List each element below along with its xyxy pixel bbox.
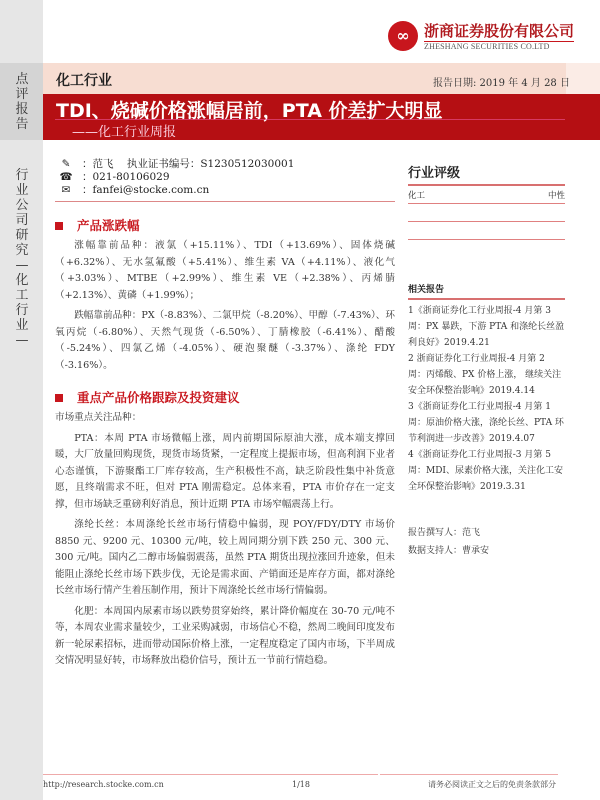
paragraph: 跌幅靠前品种：PX（-8.83%）、二氯甲烷（-8.20%）、甲醇（-7.43%）、环氧丙烷（-6.80%）、天然气现货（-6.50%）、丁腈橡胶（-6.41%）、醋酸（-5.24%）、四氯乙烯（-4.05%）、硬泡聚醚（-3.37%）、涤纶 FDY（-3.16%）。: [55, 310, 395, 371]
paragraph: 化肥：本周国内尿素市场以跌势贯穿始终，累计降价幅度在 30-70 元/吨不等，本周农业需求量较少，工业采购减弱，市场信心不稳，然周二晚间印度发布新一轮尿素招标，进而带动国际价格上涨，一定程度稳定了国内市场，下半周成交情况明显好转，市场释放出稳价信号，预计五一节前行情趋稳。: [55, 605, 395, 666]
mail-icon: ✉: [61, 184, 71, 196]
section-heading: [55, 390, 395, 406]
analyst-phone: ：021-80106029: [82, 171, 170, 183]
rating-row-empty: [408, 222, 565, 240]
analyst-name: ：范飞 执业证书编号：S1230512030001: [82, 158, 295, 170]
bullet-square-icon: [55, 222, 63, 230]
company-logo: [388, 20, 574, 51]
page-number: 1/18: [292, 780, 310, 789]
disclaimer-note: 请务必阅读正文之后的免责条款部分: [428, 780, 556, 789]
related-report-item[interactable]: 4《浙商证券化工行业周报-3 月第 5 周：MDI、尿素价格大涨，关注化工安全环保整治影响》2019.3.31: [408, 450, 563, 492]
related-report-item[interactable]: 1《浙商证券化工行业周报-4 月第 3 周：PX 暴跌，下游 PTA 和涤纶长丝盈利良好》2019.4.21: [408, 306, 565, 348]
bullet-square-icon: [55, 394, 63, 402]
report-date: 报告日期: 2019 年 4 月 28 日: [433, 78, 570, 89]
paragraph-intro: 市场重点关注品种：: [55, 412, 142, 423]
footer-divider: [380, 774, 558, 775]
analyst-email[interactable]: ：fanfei@stocke.com.cn: [82, 184, 210, 196]
report-type-label: 点评报告: [15, 72, 29, 132]
paragraph: PTA：本周 PTA 市场微幅上涨，周内前期国际原油大涨，成本端支撑回暖，大厂放量回购现货，现货市场货紧，一定程度上提振市场，但高利润下业者心态谨慎，下游聚酯工厂库存较高，生产积极性不高，缺乏阶段性集中补货意愿，且终端需求不旺，但对 PTA 刚需稳定。总体来看，PTA 市价存在一定支撑，但市场缺乏重磅利好消息，预计近期 PTA 市场窄幅震荡上行。: [55, 432, 395, 510]
footer-divider: [43, 774, 378, 775]
analyst-contact: [55, 158, 395, 197]
rating-heading: 行业评级: [408, 165, 565, 186]
title-divider: [55, 119, 565, 120]
related-reports: [408, 284, 565, 495]
related-report-item[interactable]: 2 浙商证券化工行业周报-4 月第 2 周：丙烯酸、PX 价格上涨， 继续关注安全环保整治影响》2019.4.14: [408, 354, 562, 396]
sidebar-category-label: 行业公司研究—化工行业—: [15, 168, 29, 348]
section-title: 重点产品价格跟踪及投资建议: [77, 390, 240, 405]
rating-industry: 化工: [408, 191, 426, 201]
section-heading: [55, 218, 395, 234]
report-writer: 报告撰写人：范飞: [408, 528, 481, 538]
footer-url[interactable]: http://research.stocke.com.cn: [43, 780, 164, 789]
authors: [408, 525, 565, 559]
industry-rating: [408, 165, 565, 240]
data-supporter: 数据支持人：曹承安: [408, 546, 490, 556]
right-column: [408, 165, 565, 559]
company-name-en: ZHESHANG SECURITIES CO.LTD: [424, 42, 550, 51]
rating-value: 中性: [547, 191, 565, 201]
phone-icon: ☎: [59, 171, 73, 183]
contact-divider: [55, 201, 395, 202]
company-name-cn: 浙商证券股份有限公司: [424, 22, 575, 40]
report-subtitle: ——化工行业周报: [72, 125, 177, 140]
header-band-end: [566, 63, 600, 94]
section-title: 产品涨跌幅: [77, 218, 140, 233]
logo-mark-icon: ∞: [388, 21, 418, 51]
paragraph: 涨幅靠前品种：液氯（+15.11%）、TDI（+13.69%）、固体烧碱（+6.32%）、无水氢氟酸（+5.41%）、维生素 VA（+4.11%）、液化气（+3.03%）、MTBE（+2.99%）、维生素 VE（+2.38%）、丙烯腈（+2.13%）、黄磷（+1.99%）；: [55, 240, 395, 301]
rating-row-empty: [408, 204, 565, 222]
paragraph: 涤纶长丝：本周涤纶长丝市场行情稳中偏弱，现 POY/FDY/DTY 市场价 8850 元、9200 元、10300 元/吨，较上周同期分别下跌 250 元、300 元、300 元/吨。国内乙二醇市场偏弱震荡，虽然 PTA 期货出现拉涨回升迹象，但未能阻止涤纶长丝市场下跌步伐，无论是需求面、产销面还是库存方面，都对涤纶长丝市场行情产生着压制作用，预计下周涤纶长丝市场行情偏弱。: [55, 519, 395, 596]
report-title: TDI、烧碱价格涨幅居前，PTA 价差扩大明显: [56, 100, 443, 122]
related-report-item[interactable]: 3《浙商证券化工行业周报-4 月第 1 周：原油价格大涨，涤纶长丝、PTA 环节利润进一步改善》2019.4.07: [408, 402, 564, 444]
main-column: [55, 158, 395, 674]
related-heading: 相关报告: [408, 284, 565, 300]
industry-label: 化工行业: [56, 73, 112, 89]
rating-row: [408, 186, 565, 204]
pen-icon: ✎: [61, 158, 71, 170]
